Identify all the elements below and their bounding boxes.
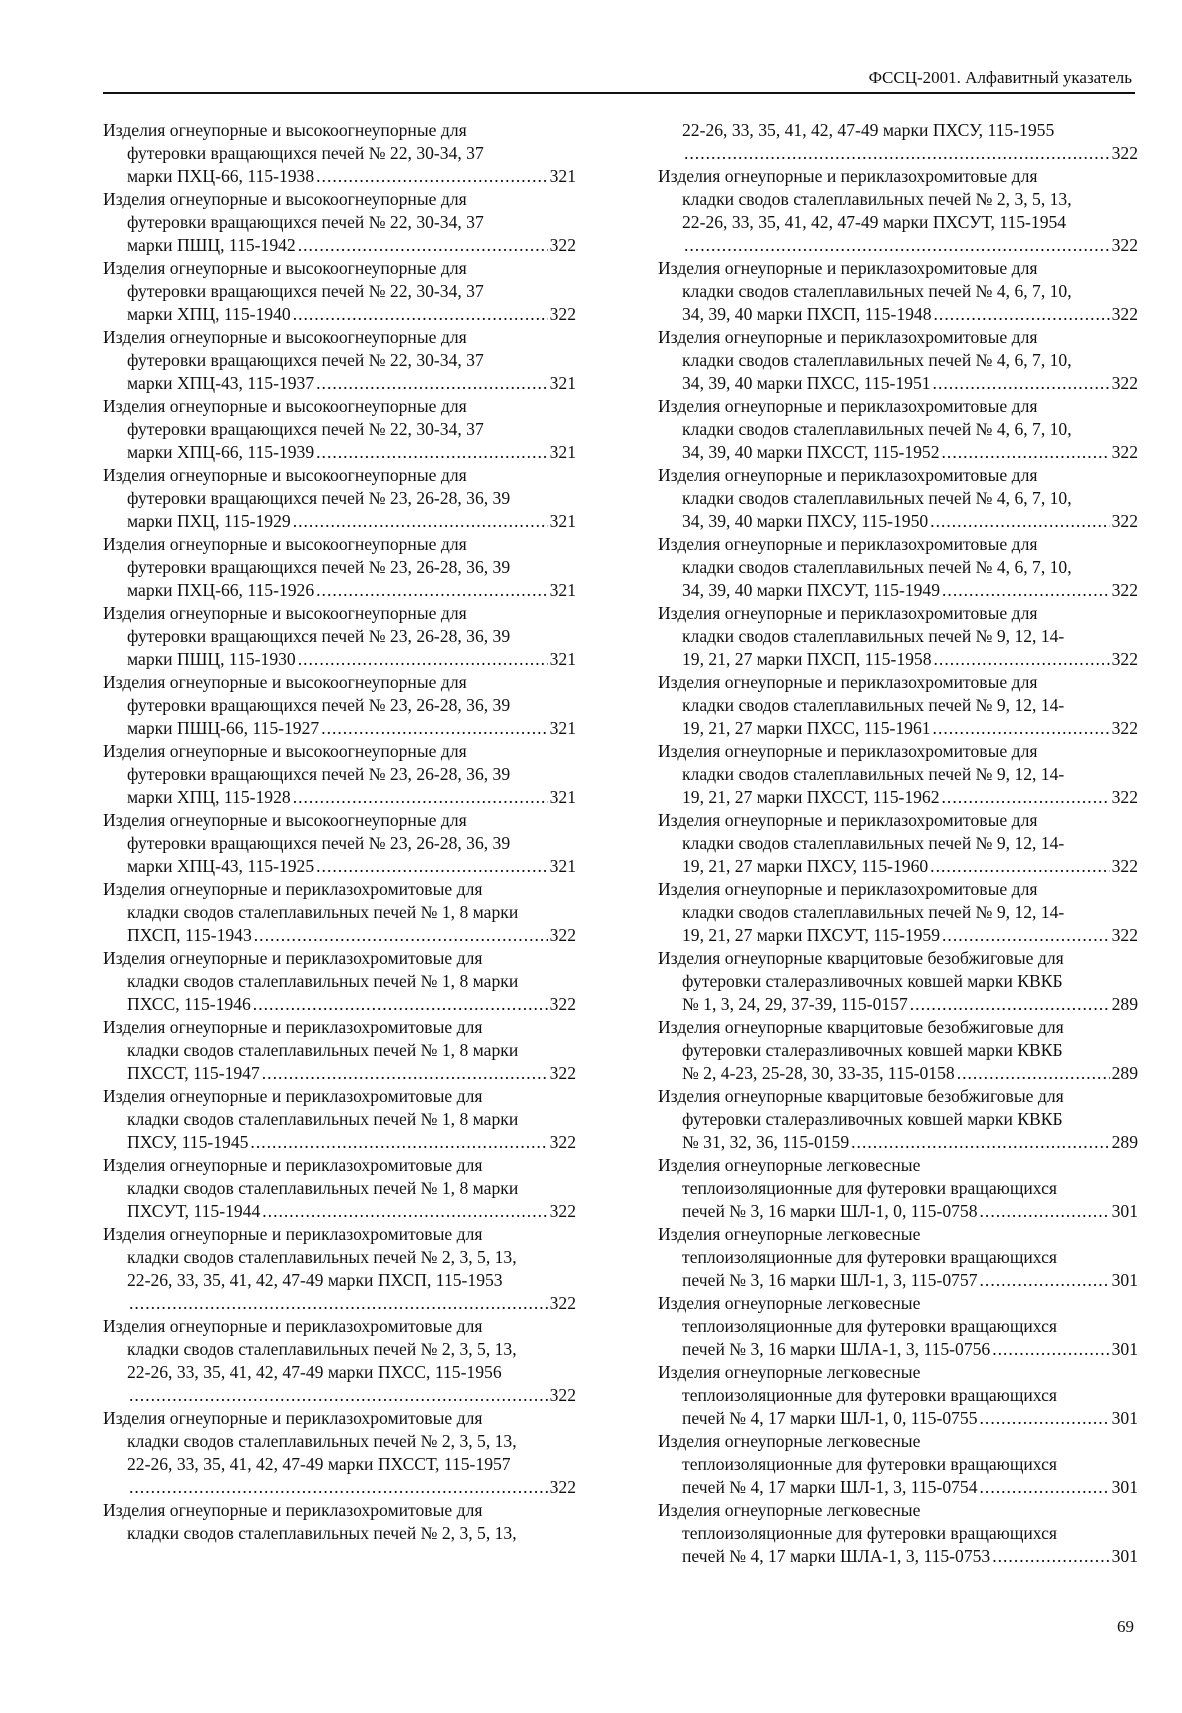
index-entry-final-line [103,855,576,878]
dot-leader [933,717,1110,740]
index-entry-line: Изделия огнеупорные легковесные [658,1362,921,1382]
index-entry [103,1016,576,1085]
dot-leader [980,1476,1110,1499]
index-entry-final-line [658,1062,1138,1085]
index-entry-final-line [658,1407,1138,1430]
index-column-left [103,119,576,1545]
index-entry-page-ref: 321 [549,511,576,531]
index-entry-line: Изделия огнеупорные и периклазохромитовые для [103,1500,483,1520]
index-entry-line: Изделия огнеупорные и высокоогнеупорные для [103,534,467,554]
index-entry-page-ref: 322 [549,1477,576,1497]
index-entry-line: Изделия огнеупорные и периклазохромитовые для [103,1224,483,1244]
index-entry-page-ref: 321 [549,580,576,600]
dot-leader [942,579,1110,602]
index-entry-line: теплоизоляционные для футеровки вращающихся [682,1316,1057,1336]
index-entry-line: Изделия огнеупорные и высокоогнеупорные для [103,603,467,623]
index-entry-page-ref: 322 [1111,143,1138,163]
dot-leader [980,1200,1110,1223]
index-entry-final-line [658,855,1138,878]
index-entry-line: кладки сводов сталеплавильных печей № 2, 3, 5, 13, [127,1339,517,1359]
index-entry-page-ref: 322 [549,1293,576,1313]
index-entry [658,671,1138,740]
index-entry-line: Изделия огнеупорные легковесные [658,1500,921,1520]
dot-leader [942,924,1110,947]
index-entry-page-ref: 322 [549,1201,576,1221]
index-entry-page-ref: 301 [1111,1270,1138,1290]
index-entry-page-ref: 321 [549,718,576,738]
dot-leader [129,1476,548,1499]
index-entry-line: теплоизоляционные для футеровки вращающихся [682,1247,1057,1267]
index-entry-final-line [103,1476,576,1499]
index-entry-line: Изделия огнеупорные и периклазохромитовые для [103,1086,483,1106]
index-entry-final-line [658,993,1138,1016]
index-entry-final-line [103,924,576,947]
index-entry-text: 34, 39, 40 марки ПХСУ, 115-1950 [682,511,929,531]
dot-leader [930,855,1109,878]
index-entry [103,188,576,257]
index-entry-line: кладки сводов сталеплавильных печей № 1, 8 марки [127,1109,519,1129]
dot-leader [992,1545,1109,1568]
index-entry [658,1223,1138,1292]
dot-leader [316,855,547,878]
index-entry-page-ref: 322 [549,1132,576,1152]
index-entry [103,671,576,740]
index-entry [658,1016,1138,1085]
index-entry-page-ref: 321 [549,787,576,807]
index-entry [103,1223,576,1315]
index-entry [658,740,1138,809]
index-entry-text: печей № 4, 17 марки ШЛ-1, 3, 115-0754 [682,1477,978,1497]
index-entry-text: 19, 21, 27 марки ПХССТ, 115-1962 [682,787,940,807]
index-entry-line: кладки сводов сталеплавильных печей № 4, 6, 7, 10, [682,281,1072,301]
index-entry-line: футеровки вращающихся печей № 23, 26-28, 36, 39 [127,764,511,784]
index-entry-text: 34, 39, 40 марки ПХСС, 115-1951 [682,373,931,393]
index-entry-text: печей № 3, 16 марки ШЛ-1, 3, 115-0757 [682,1270,978,1290]
index-entry [103,119,576,188]
index-entry-page-ref: 322 [1111,235,1138,255]
index-entry-line: футеровки вращающихся печей № 23, 26-28, 36, 39 [127,557,511,577]
index-entry-line: Изделия огнеупорные и периклазохромитовые для [658,534,1038,554]
dot-leader [934,303,1110,326]
index-entry-page-ref: 289 [1111,1063,1138,1083]
index-entry-line: кладки сводов сталеплавильных печей № 4, 6, 7, 10, [682,419,1072,439]
dot-leader [262,1200,547,1223]
index-entry-line: Изделия огнеупорные и высокоогнеупорные для [103,120,467,140]
dot-leader [980,1407,1110,1430]
dot-leader [293,786,548,809]
index-entry-text: ПХСС, 115-1946 [127,994,251,1014]
index-entry-page-ref: 321 [549,442,576,462]
index-entry-page-ref: 301 [1111,1477,1138,1497]
index-entry-line: Изделия огнеупорные кварцитовые безобжиговые для [658,1086,1064,1106]
index-entry-text: печей № 3, 16 марки ШЛА-1, 3, 115-0756 [682,1339,991,1359]
dot-leader [253,993,548,1016]
index-entry-final-line [103,1292,576,1315]
dot-leader [992,1338,1109,1361]
index-entry-line: кладки сводов сталеплавильных печей № 4, 6, 7, 10, [682,488,1072,508]
dot-leader [910,993,1110,1016]
dot-leader [316,165,547,188]
dot-leader [129,1384,548,1407]
index-entry-line: Изделия огнеупорные и высокоогнеупорные для [103,741,467,761]
index-entry-final-line [103,510,576,533]
index-entry-line: кладки сводов сталеплавильных печей № 2, 3, 5, 13, [127,1247,517,1267]
index-entry-line: Изделия огнеупорные и периклазохромитовые для [103,948,483,968]
index-entry-text: марки ПШЦ-66, 115-1927 [127,718,320,738]
index-entry-page-ref: 289 [1111,994,1138,1014]
index-entry [103,1407,576,1499]
index-entry [658,878,1138,947]
index-entry [103,326,576,395]
index-entry-page-ref: 289 [1111,1132,1138,1152]
index-entry-line: Изделия огнеупорные и высокоогнеупорные для [103,258,467,278]
index-entry-text: ПХССТ, 115-1947 [127,1063,260,1083]
index-entry-page-ref: 301 [1111,1339,1138,1359]
dot-leader [316,579,547,602]
dot-leader [129,1292,548,1315]
dot-leader [316,372,547,395]
index-entry-text: № 1, 3, 24, 29, 37-39, 115-0157 [682,994,908,1014]
index-entry-line: теплоизоляционные для футеровки вращающихся [682,1385,1057,1405]
index-entry-final-line [658,579,1138,602]
index-entry-text: 34, 39, 40 марки ПХСП, 115-1948 [682,304,932,324]
dot-leader [293,303,548,326]
index-entry-page-ref: 322 [1111,511,1138,531]
index-entry-final-line [658,648,1138,671]
index-entry-text: 19, 21, 27 марки ПХСС, 115-1961 [682,718,931,738]
index-entry [658,1292,1138,1361]
index-entry-text: 19, 21, 27 марки ПХСУТ, 115-1959 [682,925,941,945]
index-entry-page-ref: 322 [1111,925,1138,945]
index-entry-page-ref: 301 [1111,1408,1138,1428]
index-entry-line: Изделия огнеупорные и высокоогнеупорные для [103,189,467,209]
index-entry-line: футеровки сталеразливочных ковшей марки КВКБ [682,971,1063,991]
index-entry-line: Изделия огнеупорные и периклазохромитовые для [658,166,1038,186]
index-entry-line: футеровки сталеразливочных ковшей марки КВКБ [682,1040,1063,1060]
index-entry-final-line [658,1131,1138,1154]
dot-leader [250,1131,547,1154]
dot-leader [254,924,548,947]
index-entry-final-line [658,1338,1138,1361]
index-entry-line: Изделия огнеупорные и периклазохромитовые для [103,1017,483,1037]
index-entry-final-line [658,441,1138,464]
index-entry-text: марки ХПЦ-66, 115-1939 [127,442,315,462]
dot-leader [293,510,548,533]
index-entry-final-line [103,579,576,602]
index-entry-final-line [103,648,576,671]
index-entry-final-line [658,1545,1138,1568]
index-entry-line: кладки сводов сталеплавильных печей № 1, 8 марки [127,971,519,991]
index-entry-page-ref: 322 [549,925,576,945]
index-entry-final-line [658,1269,1138,1292]
index-entry-line: кладки сводов сталеплавильных печей № 2, 3, 5, 13, [682,189,1072,209]
index-entry-text: марки ХПЦ-43, 115-1925 [127,856,315,876]
index-entry-text: ПХСУ, 115-1945 [127,1132,249,1152]
index-entry-page-ref: 322 [1111,787,1138,807]
index-entry [658,257,1138,326]
index-entry-line: Изделия огнеупорные и высокоогнеупорные для [103,396,467,416]
index-entry-text: 34, 39, 40 марки ПХСУТ, 115-1949 [682,580,941,600]
index-entry-line: футеровки вращающихся печей № 23, 26-28, 36, 39 [127,833,511,853]
index-entry [658,119,1138,165]
index-entry-line: Изделия огнеупорные и периклазохромитовые для [103,1316,483,1336]
index-entry-line: теплоизоляционные для футеровки вращающихся [682,1523,1057,1543]
index-entry [658,464,1138,533]
index-entry-line: кладки сводов сталеплавильных печей № 9, 12, 14- [682,626,1065,646]
index-entry-final-line [103,717,576,740]
index-entry-page-ref: 322 [549,1063,576,1083]
dot-leader [262,1062,548,1085]
index-entry-final-line [658,924,1138,947]
index-entry [103,1085,576,1154]
index-entry-text: печей № 4, 17 марки ШЛ-1, 0, 115-0755 [682,1408,978,1428]
index-entry-final-line [103,165,576,188]
index-entry-line: Изделия огнеупорные легковесные [658,1224,921,1244]
index-entry-text: 34, 39, 40 марки ПХССТ, 115-1952 [682,442,940,462]
index-entry [103,740,576,809]
index-entry-line: 22-26, 33, 35, 41, 42, 47-49 марки ПХСУТ, 115-1954 [682,212,1067,232]
index-entry-line: футеровки сталеразливочных ковшей марки КВКБ [682,1109,1063,1129]
index-entry [658,1361,1138,1430]
index-entry-line: Изделия огнеупорные кварцитовые безобжиговые для [658,948,1064,968]
index-entry-final-line [658,1200,1138,1223]
index-entry [103,395,576,464]
index-entry-page-ref: 321 [549,649,576,669]
index-entry-line: кладки сводов сталеплавильных печей № 4, 6, 7, 10, [682,557,1072,577]
index-entry-line: Изделия огнеупорные и периклазохромитовые для [103,879,483,899]
index-entry-final-line [658,1476,1138,1499]
index-entry-page-ref: 301 [1111,1546,1138,1566]
index-entry-line: Изделия огнеупорные и периклазохромитовые для [658,603,1038,623]
index-entry-final-line [658,717,1138,740]
index-entry-line: Изделия огнеупорные легковесные [658,1155,921,1175]
index-entry-text: марки ПХЦ-66, 115-1926 [127,580,315,600]
index-entry-final-line [103,1131,576,1154]
index-entry-final-line [103,1384,576,1407]
index-entry-page-ref: 322 [549,994,576,1014]
index-entry [103,464,576,533]
index-entry-line: теплоизоляционные для футеровки вращающихся [682,1178,1057,1198]
index-entry-text: № 31, 32, 36, 115-0159 [682,1132,850,1152]
index-entry-line: футеровки вращающихся печей № 22, 30-34, 37 [127,419,484,439]
index-entry-page-ref: 322 [549,235,576,255]
running-header: ФССЦ-2001. Алфавитный указатель [868,68,1132,87]
index-entry-line: Изделия огнеупорные и высокоогнеупорные для [103,672,467,692]
index-entry-final-line [103,372,576,395]
index-entry-line: футеровки вращающихся печей № 22, 30-34, 37 [127,281,484,301]
index-entry-line: Изделия огнеупорные и периклазохромитовые для [658,396,1038,416]
dot-leader [684,234,1110,257]
index-entry-line: Изделия огнеупорные легковесные [658,1431,921,1451]
index-entry-text: марки ХПЦ-43, 115-1937 [127,373,315,393]
dot-leader [934,648,1110,671]
dot-leader [316,441,547,464]
index-entry [103,947,576,1016]
dot-leader [298,648,548,671]
index-entry-line: кладки сводов сталеплавильных печей № 9, 12, 14- [682,833,1065,853]
index-entry [103,602,576,671]
index-entry-text: марки ХПЦ, 115-1940 [127,304,291,324]
index-entry [658,1085,1138,1154]
index-entry-text: ПХСП, 115-1943 [127,925,252,945]
page-number: 69 [1117,1617,1134,1636]
index-entry-text: марки ПШЦ, 115-1942 [127,235,296,255]
index-entry-final-line [103,993,576,1016]
index-entry-page-ref: 322 [1111,856,1138,876]
dot-leader [957,1062,1110,1085]
index-entry-final-line [103,441,576,464]
dot-leader [298,234,548,257]
index-entry-page-ref: 321 [549,373,576,393]
index-entry-line: кладки сводов сталеплавильных печей № 9, 12, 14- [682,764,1065,784]
index-entry-line: Изделия огнеупорные легковесные [658,1293,921,1313]
index-entry-line: кладки сводов сталеплавильных печей № 9, 12, 14- [682,695,1065,715]
index-entry-line: Изделия огнеупорные и периклазохромитовые для [658,741,1038,761]
index-entry-page-ref: 321 [549,166,576,186]
index-entry-line: Изделия огнеупорные и высокоогнеупорные для [103,810,467,830]
header-rule [103,92,1135,94]
index-entry-line: футеровки вращающихся печей № 22, 30-34, 37 [127,212,484,232]
index-entry [658,1499,1138,1568]
index-entry-line: Изделия огнеупорные и периклазохромитовые для [658,810,1038,830]
dot-leader [930,510,1109,533]
index-entry-final-line [103,786,576,809]
index-entry-text: марки ПХЦ, 115-1929 [127,511,291,531]
index-entry [103,809,576,878]
index-entry-line: футеровки вращающихся печей № 23, 26-28, 36, 39 [127,488,511,508]
dot-leader [684,142,1110,165]
index-entry-line: Изделия огнеупорные и периклазохромитовые для [658,672,1038,692]
index-entry-line: 22-26, 33, 35, 41, 42, 47-49 марки ПХСП, 115-1953 [127,1270,503,1290]
index-entry-line: кладки сводов сталеплавильных печей № 1, 8 марки [127,902,519,922]
index-entry [658,1430,1138,1499]
index-entry-line: футеровки вращающихся печей № 22, 30-34, 37 [127,143,484,163]
index-entry-final-line [658,510,1138,533]
index-entry [658,809,1138,878]
index-entry-line: Изделия огнеупорные и высокоогнеупорные для [103,465,467,485]
index-entry-page-ref: 321 [549,856,576,876]
index-entry [658,533,1138,602]
index-entry [103,1315,576,1407]
dot-leader [851,1131,1109,1154]
index-entry [103,1499,576,1545]
index-entry-line: кладки сводов сталеплавильных печей № 2, 3, 5, 13, [127,1523,517,1543]
index-entry-text: марки ХПЦ, 115-1928 [127,787,291,807]
index-entry-page-ref: 322 [1111,304,1138,324]
index-entry-page-ref: 322 [1111,373,1138,393]
index-entry-final-line [103,1200,576,1223]
index-entry-text: печей № 3, 16 марки ШЛ-1, 0, 115-0758 [682,1201,978,1221]
dot-leader [980,1269,1110,1292]
index-entry-line: кладки сводов сталеплавильных печей № 1, 8 марки [127,1178,519,1198]
index-entry-final-line [658,786,1138,809]
index-entry-final-line [658,234,1138,257]
index-entry [658,165,1138,257]
index-entry-line: футеровки вращающихся печей № 22, 30-34, 37 [127,350,484,370]
index-entry-line: кладки сводов сталеплавильных печей № 4, 6, 7, 10, [682,350,1072,370]
index-entry-line: кладки сводов сталеплавильных печей № 1, 8 марки [127,1040,519,1060]
index-entry-final-line [658,142,1138,165]
index-entry-text: 19, 21, 27 марки ПХСП, 115-1958 [682,649,932,669]
index-entry-line: кладки сводов сталеплавильных печей № 2, 3, 5, 13, [127,1431,517,1451]
index-entry-line: Изделия огнеупорные и периклазохромитовые для [658,465,1038,485]
index-entry [103,878,576,947]
index-entry [658,947,1138,1016]
index-column-right [658,119,1138,1568]
index-entry-text: марки ПШЦ, 115-1930 [127,649,296,669]
index-entry-text: печей № 4, 17 марки ШЛА-1, 3, 115-0753 [682,1546,991,1566]
index-entry-final-line [658,372,1138,395]
index-entry-page-ref: 301 [1111,1201,1138,1221]
index-entry [658,395,1138,464]
index-entry [103,1154,576,1223]
index-entry [103,533,576,602]
index-entry-text: № 2, 4-23, 25-28, 30, 33-35, 115-0158 [682,1063,955,1083]
index-entry-line: Изделия огнеупорные и периклазохромитовые для [658,327,1038,347]
index-entry-line: 22-26, 33, 35, 41, 42, 47-49 марки ПХСС, 115-1956 [127,1362,502,1382]
dot-leader [942,786,1110,809]
index-entry-line: Изделия огнеупорные и периклазохромитовые для [658,258,1038,278]
index-entry [658,602,1138,671]
index-entry-line: Изделия огнеупорные кварцитовые безобжиговые для [658,1017,1064,1037]
index-entry-page-ref: 322 [549,1385,576,1405]
index-entry-final-line [103,1062,576,1085]
index-entry-line: кладки сводов сталеплавильных печей № 9, 12, 14- [682,902,1065,922]
index-entry-line: теплоизоляционные для футеровки вращающихся [682,1454,1057,1474]
index-entry-final-line [658,303,1138,326]
index-entry-page-ref: 322 [1111,718,1138,738]
index-entry-page-ref: 322 [549,304,576,324]
index-entry [103,257,576,326]
index-entry-page-ref: 322 [1111,442,1138,462]
index-entry-line: Изделия огнеупорные и высокоогнеупорные для [103,327,467,347]
index-entry [658,326,1138,395]
index-entry-line: футеровки вращающихся печей № 23, 26-28, 36, 39 [127,695,511,715]
index-entry-line: Изделия огнеупорные и периклазохромитовые для [103,1155,483,1175]
index-entry-line: Изделия огнеупорные и периклазохромитовые для [658,879,1038,899]
index-entry-text: марки ПХЦ-66, 115-1938 [127,166,315,186]
index-entry-line: футеровки вращающихся печей № 23, 26-28, 36, 39 [127,626,511,646]
dot-leader [942,441,1110,464]
index-entry-page-ref: 322 [1111,649,1138,669]
index-entry-line: Изделия огнеупорные и периклазохромитовые для [103,1408,483,1428]
index-entry-text: 19, 21, 27 марки ПХСУ, 115-1960 [682,856,929,876]
dot-leader [933,372,1110,395]
dot-leader [321,717,547,740]
index-entry [658,1154,1138,1223]
index-entry-final-line [103,303,576,326]
index-entry-line: 22-26, 33, 35, 41, 42, 47-49 марки ПХСУ, 115-1955 [682,120,1055,140]
index-entry-line: 22-26, 33, 35, 41, 42, 47-49 марки ПХССТ, 115-1957 [127,1454,511,1474]
index-entry-text: ПХСУТ, 115-1944 [127,1201,261,1221]
index-entry-page-ref: 322 [1111,580,1138,600]
index-entry-final-line [103,234,576,257]
